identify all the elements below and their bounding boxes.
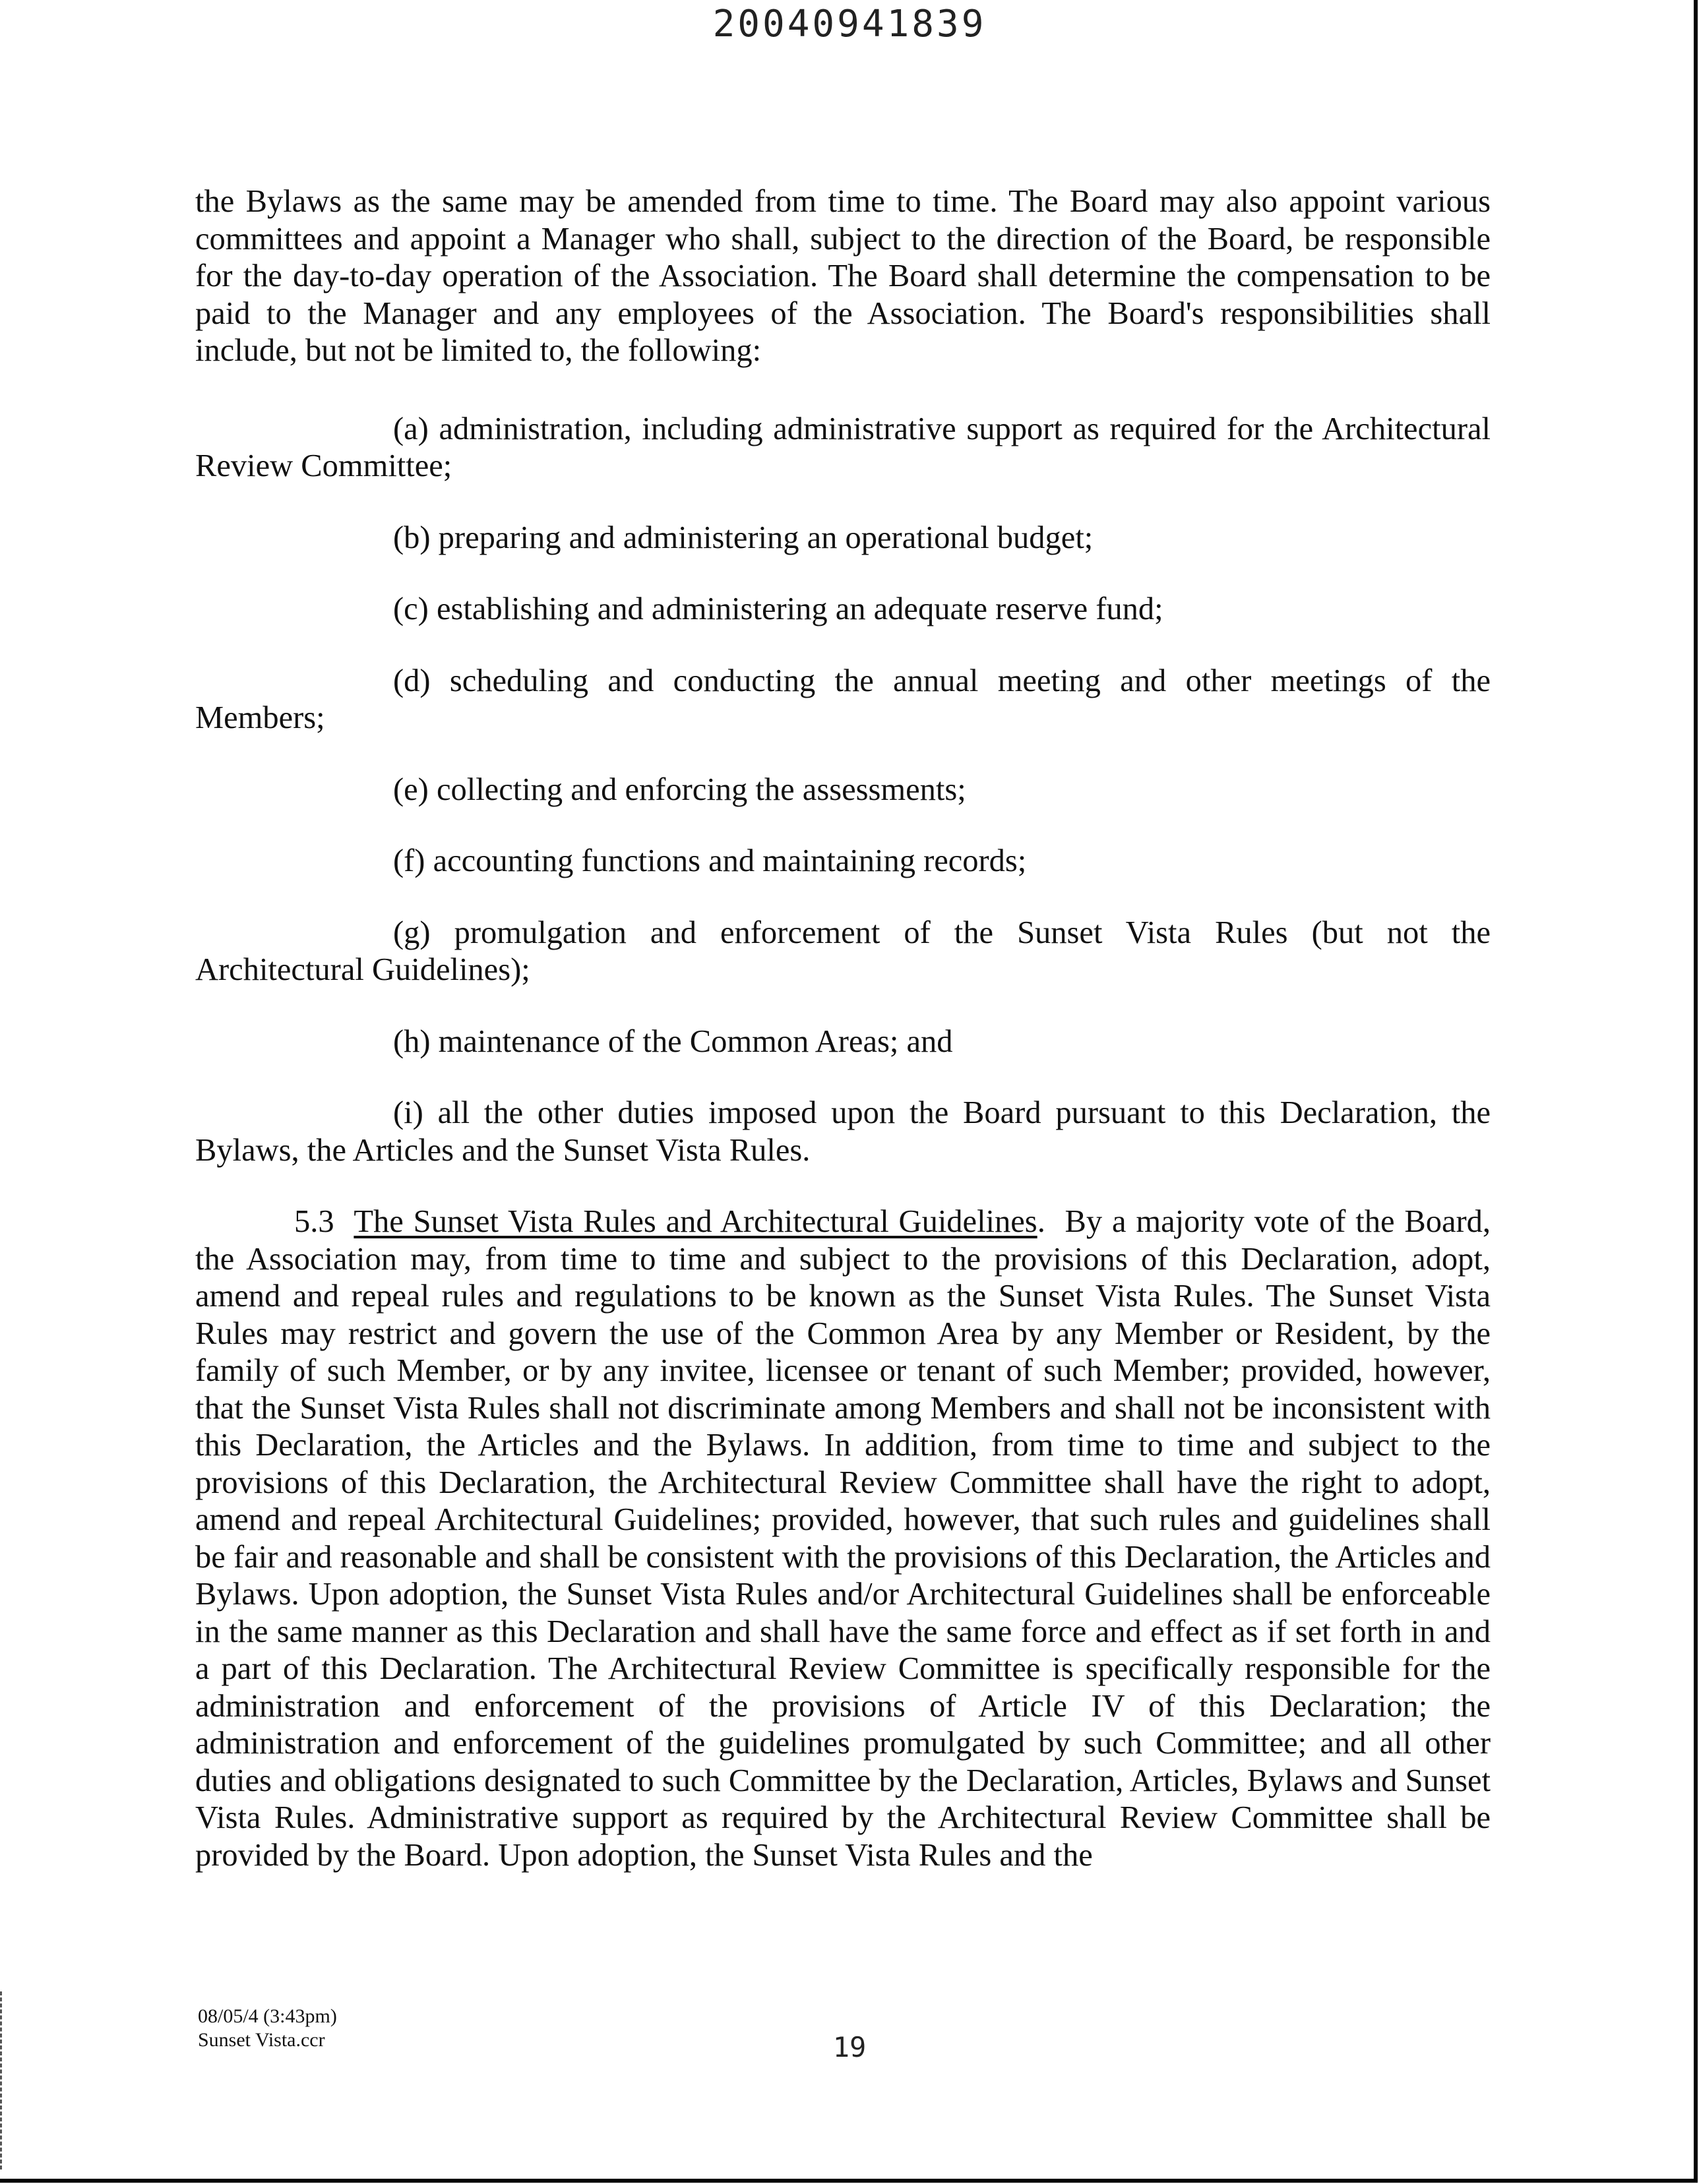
list-item-h: (h) maintenance of the Common Areas; and xyxy=(393,1023,953,1059)
list-item-g: (g) promulgation and enforcement of the Sunset Vista Rules (but not the Architectural Guidelines); xyxy=(195,915,1491,987)
list-item-d: (d) scheduling and conducting the annual meeting and other meetings of the Members; xyxy=(195,663,1491,735)
list-item-a: (a) administration, including administrative support as required for the Architectural Review Committee; xyxy=(195,411,1491,483)
footer-filename: Sunset Vista.ccr xyxy=(198,2029,325,2051)
document-body xyxy=(195,183,1491,1874)
list-item-b: (b) preparing and administering an operational budget; xyxy=(393,520,1094,555)
page-number: 19 xyxy=(832,2031,867,2063)
list-item-i: (i) all the other duties imposed upon the Board pursuant to this Declaration, the Bylaws, the Articles and the Sunset Vista Rules. xyxy=(195,1095,1491,1168)
list-item-f: (f) accounting functions and maintaining records; xyxy=(393,843,1027,878)
section-5-3: 5.3 The Sunset Vista Rules and Architectural Guidelines. By a majority vote of the Board, the Association may, from time to time and subject to the provisions of this Declaration, adopt, amend and repeal rules and regulations to be known as the Sunset Vista Rules. The Sunset Vista Rules may restrict and govern the use of the Common Area by any Member or Resident, by the family of such Member, or by any invitee, licensee or tenant of such Member; provided, however, that the Sunset Vista Rules shall not discriminate among Members and shall not be inconsistent with this Declaration, the Articles and the Bylaws. In addition, from time to time and subject to the provisions of this Declaration, the Architectural Review Committee shall have the right to adopt, amend and repeal Architectural Guidelines; provided, however, that such rules and guidelines shall be fair and reasonable and shall be consistent with the provisions of this Declaration, the Articles and Bylaws. Upon adoption, the Sunset Vista Rules and/or Architectural Guidelines shall be enforceable in the same manner as this Declaration and shall have the same force and effect as if set forth in and a part of this Declaration. The Architectural Review Committee is specifically responsible for the administration and enforcement of the provisions of Article IV of this Declaration; the administration and enforcement of the guidelines promulgated by such Committee; and all other duties and obligations designated to such Committee by the Declaration, Articles, Bylaws and Sunset Vista Rules. Administrative support as required by the Architectural Review Committee shall be provided by the Board. Upon adoption, the Sunset Vista Rules and the xyxy=(195,1204,1491,1873)
list-item-e: (e) collecting and enforcing the assessments; xyxy=(393,772,966,807)
section-text: By a majority vote of the Board, the Association may, from time to time and subject to the provisions of this Declaration, adopt, amend and repeal rules and regulations to be known as the Sunset Vista Rules. The Sunset Vista Rules may restrict and govern the use of the Common Area by any Member or Resident, by the family of such Member, or by any invitee, licensee or tenant of such Member; provided, however, that the Sunset Vista Rules shall not discriminate among Members and shall not be inconsistent with this Declaration, the Articles and the Bylaws. In addition, from time to time and subject to the provisions of this Declaration, the Architectural Review Committee shall have the right to adopt, amend and repeal Architectural Guidelines; provided, however, that such rules and guidelines shall be fair and reasonable and shall be consistent with the provisions of this Declaration, the Articles and Bylaws. Upon adoption, the Sunset Vista Rules and/or Architectural Guidelines shall be enforceable in the same manner as this Declaration and shall have the same force and effect as if set forth in and a part of this Declaration. The Architectural Review Committee is specifically responsible for the administration and enforcement of the provisions of Article IV of this Declaration; the administration and enforcement of the guidelines promulgated by such Committee; and all other duties and obligations designated to such Committee by the Declaration, Articles, Bylaws and Sunset Vista Rules. Administrative support as required by the Architectural Review Committee shall be provided by the Board. Upon adoption, the Sunset Vista Rules and the xyxy=(195,1204,1491,1873)
document-number: 20040941839 xyxy=(712,3,987,46)
section-number: 5.3 xyxy=(294,1204,334,1239)
intro-paragraph: the Bylaws as the same may be amended from time to time. The Board may also appoint various committees and appoint a Manager who shall, subject to the direction of the Board, be responsible for the day-to-day operation of the Association. The Board shall determine the compensation to be paid to the Manager and any employees of the Association. The Board's responsibilities shall include, but not be limited to, the following: xyxy=(195,184,1491,368)
scan-edge-marks xyxy=(0,1991,5,2169)
section-heading: The Sunset Vista Rules and Architectural Guidelines xyxy=(354,1204,1037,1239)
list-item-c: (c) establishing and administering an adequate reserve fund; xyxy=(393,592,1163,626)
footer-date: 08/05/4 (3:43pm) xyxy=(198,2005,337,2027)
